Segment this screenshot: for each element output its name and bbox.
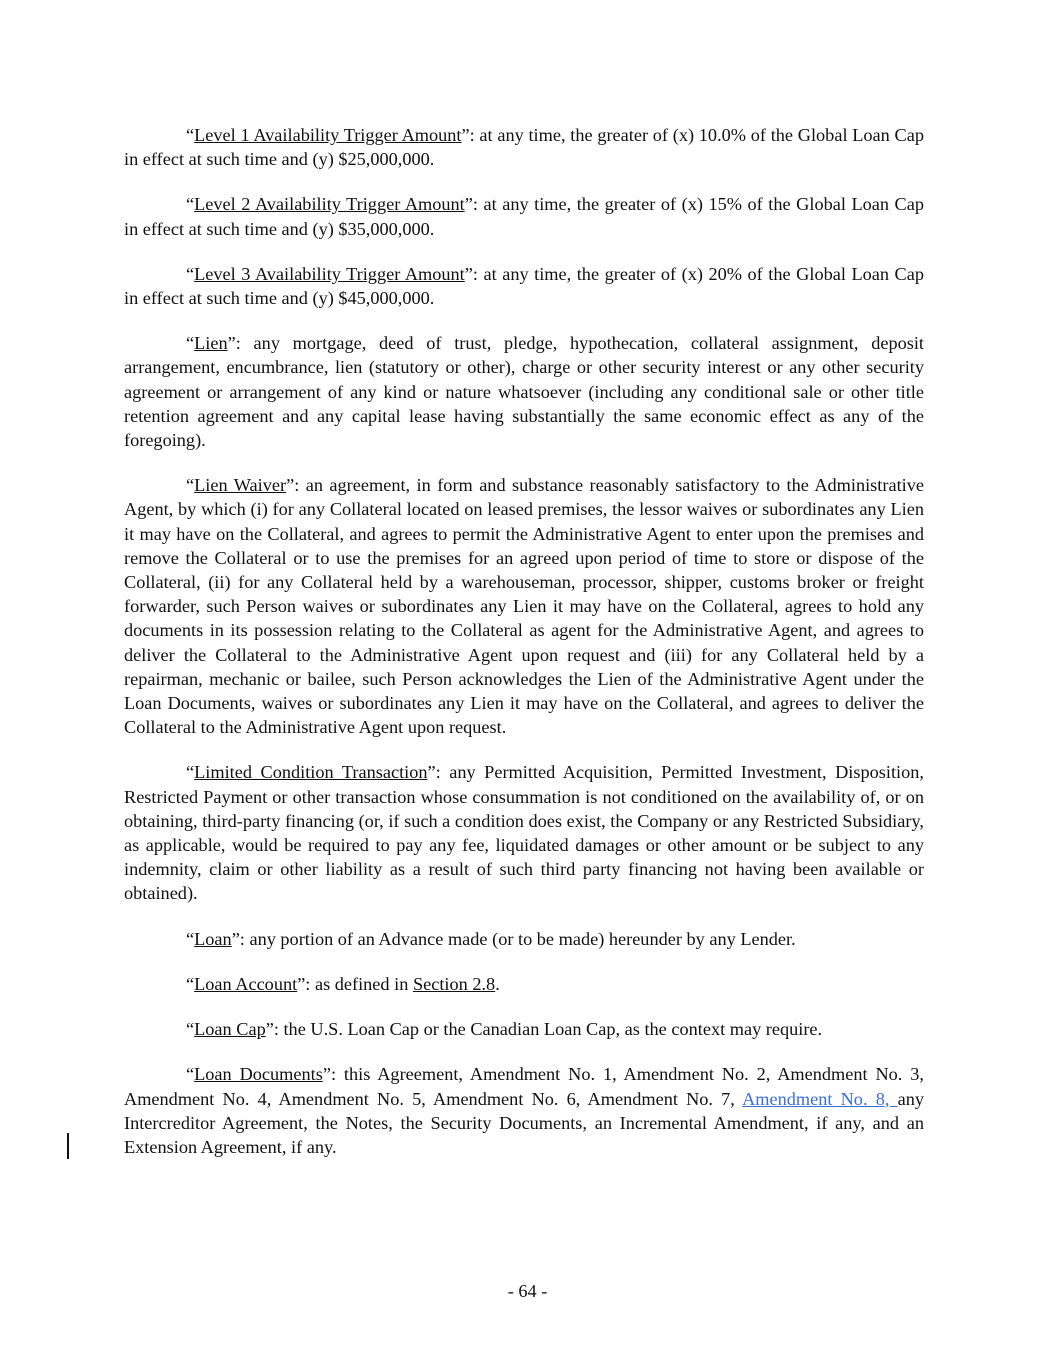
definition-text: ”: the U.S. Loan Cap or the Canadian Loan Cap, as the context may require. bbox=[265, 1019, 823, 1040]
defined-term: Loan Cap bbox=[194, 1019, 266, 1040]
definition-loan bbox=[124, 927, 924, 951]
definition-text: ”: an agreement, in form and substance reasonably satisfactory to the Administrative Agent, by which (i) for any Collateral located on leased premises, the lessor waives or subordinates any Lien it may have on the Collateral, and agrees to permit the Administrative Agent to enter upon the premises and remove the Collateral or to use the premises for an agreed upon period of time to store or dispose of the Collateral, (ii) for any Collateral held by a warehouseman, processor, shipper, customs broker or freight forwarder, such Person waives or subordinates any Lien it may have on the Collateral, agrees to hold any documents in its possession relating to the Collateral as agent for the Administrative Agent, and agrees to deliver the Collateral to the Administrative Agent upon request and (iii) for any Collateral held by a repairman, mechanic or bailee, such Person acknowledges the Lien of the Administrative Agent under the Loan Documents, waives or subordinates any Lien it may have on the Collateral, and agrees to deliver the Collateral to the Administrative Agent upon request. bbox=[124, 475, 924, 738]
definition-text: ”: any mortgage, deed of trust, pledge, hypothecation, collateral assignment, deposit arrangement, encumbrance, lien (statutory or other), charge or other security interest or any other security agreement or arrangement of any kind or nature whatsoever (including any conditional sale or other title retention agreement and any capital lease having substantially the same economic effect as any of the foregoing). bbox=[124, 333, 924, 451]
definition-loan-account bbox=[124, 972, 924, 996]
open-quote: “ bbox=[186, 333, 195, 354]
section-reference: Section 2.8 bbox=[412, 973, 496, 994]
definition-loan-documents bbox=[124, 1062, 924, 1159]
open-quote: “ bbox=[186, 194, 195, 215]
definition-text: ”: at any time, the greater of (x) 15% of the Global Loan Cap in effect at such time and (y) $35,000,000. bbox=[124, 194, 924, 239]
open-quote: “ bbox=[186, 928, 195, 949]
defined-term: Loan bbox=[194, 928, 232, 949]
definition-level-3-availability-trigger-amount bbox=[124, 262, 924, 310]
definition-limited-condition-transaction bbox=[124, 760, 924, 905]
defined-term: Lien Waiver bbox=[194, 475, 287, 496]
inserted-revision-text: Amendment No. 8, bbox=[742, 1088, 898, 1109]
definition-text: ”: as defined in bbox=[297, 973, 413, 994]
definition-lien-waiver bbox=[124, 473, 924, 739]
defined-term: Loan Documents bbox=[194, 1064, 323, 1085]
definition-text: ”: at any time, the greater of (x) 10.0% of the Global Loan Cap in effect at such time and (y) $25,000,000. bbox=[124, 125, 924, 170]
definition-loan-cap bbox=[124, 1017, 924, 1041]
open-quote: “ bbox=[186, 762, 195, 783]
defined-term: Limited Condition Transaction bbox=[194, 762, 428, 783]
defined-term: Level 2 Availability Trigger Amount bbox=[194, 194, 465, 215]
definition-text: ”: this Agreement, Amendment No. 1, Amendment No. 2, Amendment No. 3, Amendment No. 4, Amendment No. 5, Amendment No. 6, Amendment No. 7, bbox=[124, 1064, 924, 1109]
definition-text: ”: at any time, the greater of (x) 20% of the Global Loan Cap in effect at such time and (y) $45,000,000. bbox=[124, 263, 924, 309]
document-body bbox=[124, 123, 924, 1180]
open-quote: “ bbox=[186, 475, 195, 496]
open-quote: “ bbox=[186, 125, 195, 145]
definition-text: ”: any portion of an Advance made (or to be made) hereunder by any Lender. bbox=[231, 928, 796, 949]
definition-level-2-availability-trigger-amount bbox=[124, 192, 924, 240]
open-quote: “ bbox=[186, 973, 195, 994]
definition-level-1-availability-trigger-amount bbox=[124, 123, 924, 171]
open-quote: “ bbox=[186, 263, 195, 284]
defined-term: Level 1 Availability Trigger Amount bbox=[194, 125, 462, 145]
definition-lien bbox=[124, 331, 924, 452]
defined-term: Loan Account bbox=[194, 973, 298, 994]
open-quote: “ bbox=[186, 1064, 195, 1085]
definition-text-end: . bbox=[495, 973, 500, 994]
page-number: - 64 - bbox=[507, 1281, 548, 1301]
definition-text: ”: any Permitted Acquisition, Permitted Investment, Disposition, Restricted Payment or other transaction whose consummation is not conditioned on the availability of, or on obtaining, third-party financing (or, if such a condition does exist, the Company or any Restricted Subsidiary, as applicable, would be required to pay any fee, liquidated damages or other amount or be subject to any indemnity, claim or other liability as a result of such third party financing not having been available or obtained). bbox=[124, 762, 924, 904]
defined-term: Lien bbox=[194, 333, 228, 354]
definition-text-after: any Intercreditor Agreement, the Notes, the Security Documents, an Incremental Amendment, if any, and an Extension Agreement, if any. bbox=[124, 1088, 924, 1157]
revision-change-bar bbox=[67, 1133, 69, 1159]
defined-term: Level 3 Availability Trigger Amount bbox=[194, 263, 465, 284]
open-quote: “ bbox=[186, 1019, 195, 1040]
